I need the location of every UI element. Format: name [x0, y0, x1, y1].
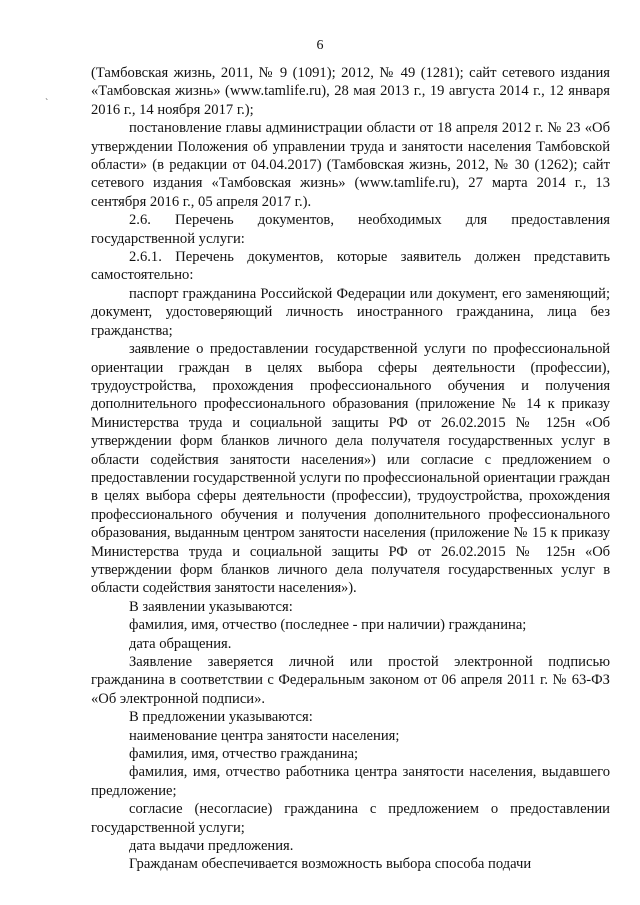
paragraph-application-fio: фамилия, имя, отчество (последнее - при наличии) гражданина; — [129, 617, 527, 634]
margin-mark: ` — [45, 98, 49, 109]
document-body — [91, 64, 610, 874]
paragraph-publication-sources: (Тамбовская жизнь, 2011, № 9 (1091); 2012, № 49 (1281); сайт сетевого издания «Тамбовская жизнь» (www.tamlife.ru), 28 мая 2013 г., 19 августа 2014 г., 12 января 2016 г., 14 ноября 2017 г.); — [91, 65, 610, 118]
paragraph-submission-method: Гражданам обеспечивается возможность выбора способа подачи — [129, 856, 532, 873]
paragraph-offer-consent: согласие (несогласие) гражданина с предложением о предоставлении государственной услуги; — [91, 801, 610, 836]
paragraph-governor-resolution: постановление главы администрации области от 18 апреля 2012 г. № 23 «Об утверждении Положения об управлении труда и занятости населения Тамбовской области» (в редакции от 04.04.2017) (Тамбовская жизнь, 2012, № 30 (1262); сайт сетевого издания «Тамбовская жизнь» (www.tamlife.ru), 27 марта 2014 г., 13 сентября 2016 г., 05 апреля 2017 г.). — [91, 120, 610, 210]
paragraph-offer-citizen-fio: фамилия, имя, отчество гражданина; — [129, 746, 359, 763]
paragraph-section-2-6-1-heading: 2.6.1. Перечень документов, которые заявитель должен представить самостоятельно: — [91, 249, 610, 284]
paragraph-passport: паспорт гражданина Российской Федерации или документ, его заменяющий; документ, удостоверяющий личность иностранного гражданина, лица без гражданства; — [91, 285, 610, 339]
paragraph-offer-center-name: наименование центра занятости населения; — [129, 727, 400, 744]
page-number: 6 — [316, 38, 324, 53]
paragraph-electronic-signature: Заявление заверяется личной или простой электронной подписью гражданина в соответствии с Федеральным законом от 06 апреля 2011 г. № 63-ФЗ «Об электронной подписи». — [91, 654, 610, 707]
paragraph-offer-date: дата выдачи предложения. — [129, 838, 294, 855]
paragraph-section-2-6-heading: 2.6. Перечень документов, необходимых для предоставления государственной услуги: — [91, 212, 610, 247]
paragraph-application-date: дата обращения. — [129, 635, 232, 652]
paragraph-application-contents-heading: В заявлении указываются: — [129, 598, 293, 615]
paragraph-offer-contents-heading: В предложении указываются: — [129, 709, 313, 726]
paragraph-offer-employee-fio: фамилия, имя, отчество работника центра занятости населения, выдавшего предложение; — [91, 764, 610, 799]
paragraph-application: заявление о предоставлении государственной услуги по профессиональной ориентации граждан в целях выбора сферы деятельности (профессии), трудоустройства, прохождения профессионального обучения и получения дополнительного профессионального образования (приложение № 14 к приказу Министерства труда и социальной защиты РФ от 26.02.2015 № 125н «Об утверждении форм бланков личного дела получателя государственных услуг в области содействия занятости населения») или согласие с предложением о предоставлении государственной услуги по профессиональной ориентации граждан в целях выбора сферы деятельности (профессии), трудоустройства, прохождения профессионального обучения и получения дополнительного профессионального образования, выданным центром занятости населения (приложение № 15 к приказу Министерства труда и социальной защиты РФ от 26.02.2015 № 125н «Об утверждении форм бланков личного дела получателя государственных услуг в области содействия занятости населения»). — [91, 341, 610, 597]
